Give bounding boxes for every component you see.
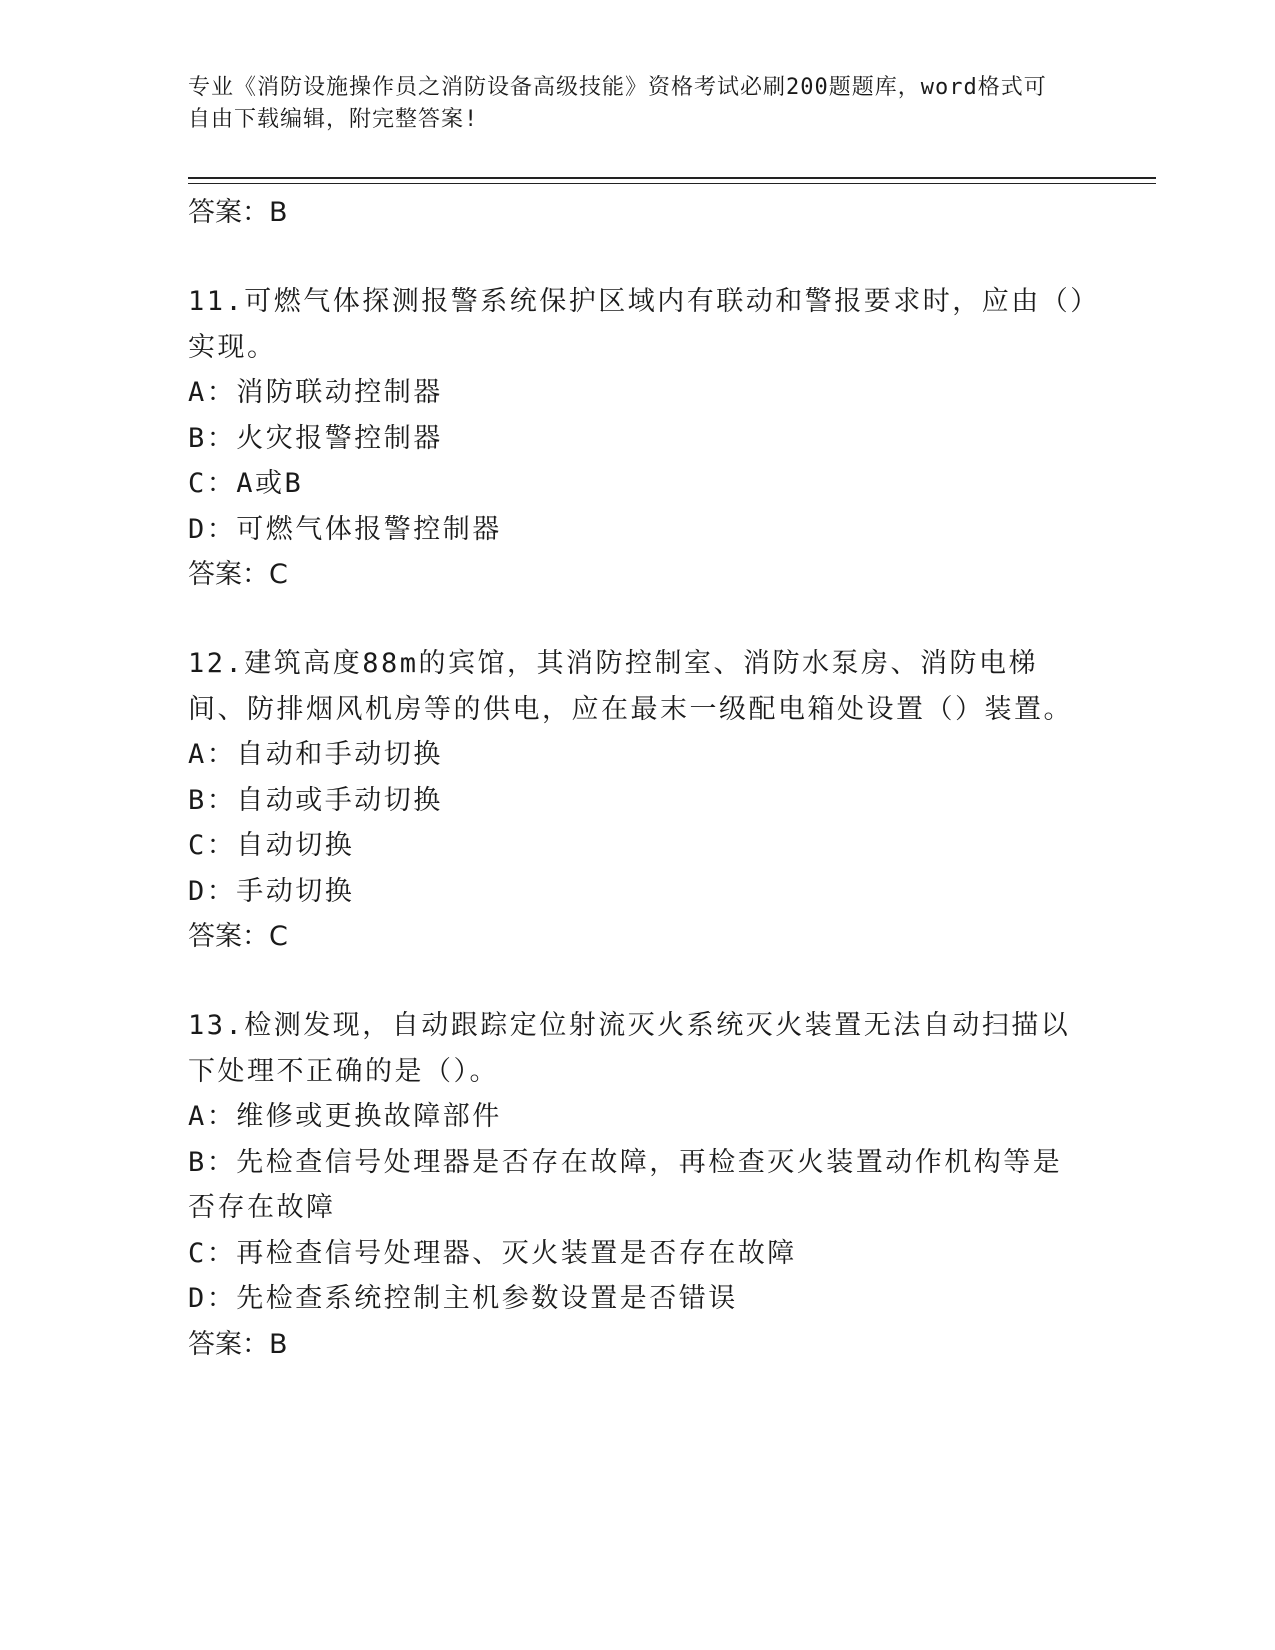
question-12 bbox=[188, 641, 1088, 959]
option-d: D：手动切换 bbox=[188, 875, 355, 907]
answer: 答案：C bbox=[188, 559, 288, 590]
question-11 bbox=[188, 279, 1088, 597]
question-stem: 13.检测发现，自动跟踪定位射流灭火系统灭火装置无法自动扫描以下处理不正确的是（）。 bbox=[188, 1010, 1071, 1087]
answer: 答案：C bbox=[188, 921, 288, 952]
question-13 bbox=[188, 1003, 1088, 1367]
answer: 答案：B bbox=[188, 1328, 288, 1360]
option-d: D：先检查系统控制主机参数设置是否错误 bbox=[188, 1283, 738, 1314]
question-stem: 12.建筑高度88m的宾馆，其消防控制室、消防水泵房、消防电梯间、防排烟风机房等的供电，应在最末一级配电箱处设置（）装置。 bbox=[188, 648, 1073, 725]
document-body bbox=[188, 190, 1088, 1367]
option-c: C：再检查信号处理器、灭火装置是否存在故障 bbox=[188, 1237, 797, 1269]
page-header: 专业《消防设施操作员之消防设备高级技能》资格考试必刷200题题库，word格式可自由下载编辑，附完整答案! bbox=[188, 75, 1047, 132]
option-b: B：先检查信号处理器是否存在故障，再检查灭火装置动作机构等是否存在故障 bbox=[188, 1146, 1063, 1223]
option-a: A：消防联动控制器 bbox=[188, 377, 443, 408]
option-d: D：可燃气体报警控制器 bbox=[188, 513, 502, 545]
option-c: C：自动切换 bbox=[188, 830, 355, 861]
header-divider-thin bbox=[188, 183, 1156, 184]
option-c: C：A或B bbox=[188, 468, 304, 499]
header-divider bbox=[188, 177, 1156, 179]
option-a: A：维修或更换故障部件 bbox=[188, 1101, 502, 1132]
previous-answer: 答案：B bbox=[188, 197, 288, 228]
option-b: B：自动或手动切换 bbox=[188, 784, 443, 816]
option-b: B：火灾报警控制器 bbox=[188, 422, 443, 454]
question-stem: 11.可燃气体探测报警系统保护区域内有联动和警报要求时，应由（）实现。 bbox=[188, 286, 1087, 363]
option-a: A：自动和手动切换 bbox=[188, 739, 443, 770]
